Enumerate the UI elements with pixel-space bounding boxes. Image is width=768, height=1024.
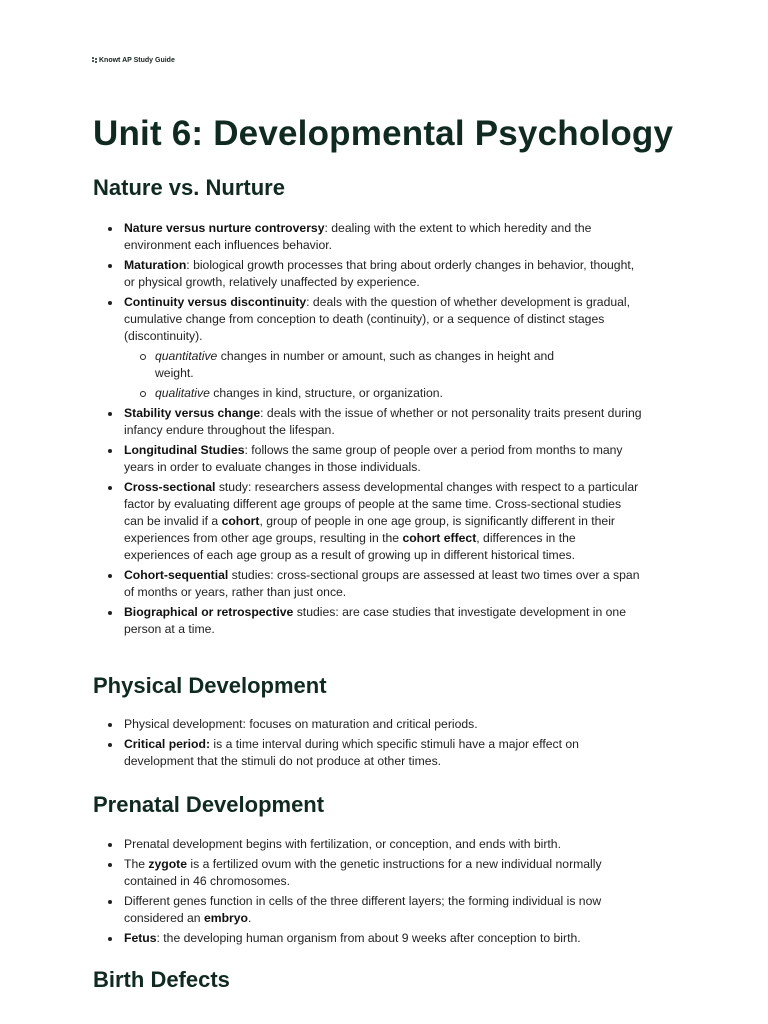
item-text: The <box>124 857 149 871</box>
sub-list-item <box>155 385 644 402</box>
definition: : biological growth processes that bring about orderly changes in behavior, thought, or physical growth, relatively unaffected by experience. <box>124 258 635 289</box>
item-text: Prenatal development begins with fertilization, or conception, and ends with birth. <box>124 837 561 851</box>
item-text: Different genes function in cells of the three different layers; the forming individual is now considered an <box>124 894 602 925</box>
sub-list-item <box>155 348 644 382</box>
term: Stability versus change <box>124 406 261 420</box>
item-text: . <box>247 911 252 925</box>
list-item <box>124 442 644 476</box>
page-title: Unit 6: Developmental Psychology <box>93 114 674 153</box>
definition: changes in number or amount, such as changes in height and weight. <box>155 349 555 380</box>
term: Cross-sectional <box>124 480 216 494</box>
term: Fetus <box>124 931 157 945</box>
list-item <box>124 604 644 638</box>
term: cohort effect <box>402 531 477 545</box>
list-item <box>124 567 644 601</box>
definition: : dealing with the extent to which heredity and the environment each influences behavior. <box>124 221 592 252</box>
list-item <box>124 856 644 890</box>
knowt-logo-icon <box>92 56 97 64</box>
section-heading-prenatal-development: Prenatal Development <box>93 792 325 817</box>
term: Biographical or retrospective <box>124 605 294 619</box>
definition: is a fertilized ovum with the genetic instructions for a new individual normally contained in 46 chromosomes. <box>124 857 602 888</box>
definition: changes in kind, structure, or organization. <box>209 386 443 400</box>
term: Continuity versus discontinuity <box>124 295 307 309</box>
term: quantitative <box>155 349 218 363</box>
sub-list <box>124 348 644 402</box>
section-heading-birth-defects: Birth Defects <box>93 967 230 992</box>
list-item <box>124 479 644 564</box>
brand-label: Knowt AP Study Guide <box>99 56 175 64</box>
term: Cohort-sequential <box>124 568 229 582</box>
term: Longitudinal Studies <box>124 443 245 457</box>
list-item <box>124 836 644 853</box>
item-text: Physical development: focuses on maturation and critical periods. <box>124 717 478 731</box>
list-item <box>124 736 644 770</box>
definition: : deals with the question of whether development is gradual, cumulative change from conception to death (continuity), or a sequence of distinct stages (discontinuity). <box>124 295 630 343</box>
list-item <box>124 220 644 254</box>
nature-nurture-list <box>93 220 644 641</box>
list-item <box>124 893 644 927</box>
definition: studies: are case studies that investigate development in one person at a time. <box>124 605 626 636</box>
physical-development-list <box>93 716 644 773</box>
term: zygote <box>148 857 187 871</box>
term: qualitative <box>155 386 210 400</box>
definition: studies: cross-sectional groups are assessed at least two times over a span of months or years, rather than just once. <box>124 568 640 599</box>
term: Critical period: <box>124 737 211 751</box>
prenatal-development-list <box>93 836 644 950</box>
section-heading-physical-development: Physical Development <box>93 673 327 698</box>
list-item <box>124 294 644 402</box>
definition: study: researchers assess developmental changes with respect to a particular factor by evaluating different age groups of people at the same time. Cross-sectional studies can be invalid if a <box>124 480 639 528</box>
definition: is a time interval during which specific stimuli have a major effect on development that the stimuli do not produce at other times. <box>124 737 579 768</box>
list-item <box>124 716 644 733</box>
section-heading-nature-nurture: Nature vs. Nurture <box>93 175 285 200</box>
term: Nature versus nurture controversy <box>124 221 325 235</box>
term: embryo <box>203 911 248 925</box>
definition: , differences in the experiences of each age group as a result of growing up in different historical times. <box>124 531 576 562</box>
definition: : follows the same group of people over a period from months to many years in order to evaluate changes in those individuals. <box>124 443 623 474</box>
brand-header <box>92 56 175 64</box>
list-item <box>124 405 644 439</box>
term: cohort <box>221 514 260 528</box>
definition: : the developing human organism from about 9 weeks after conception to birth. <box>156 931 581 945</box>
definition: , group of people in one age group, is significantly different in their experiences from other age groups, resulting in the <box>124 514 615 545</box>
term: Maturation <box>124 258 187 272</box>
list-item <box>124 257 644 291</box>
definition: : deals with the issue of whether or not personality traits present during infancy endure throughout the lifespan. <box>124 406 642 437</box>
list-item <box>124 930 644 947</box>
